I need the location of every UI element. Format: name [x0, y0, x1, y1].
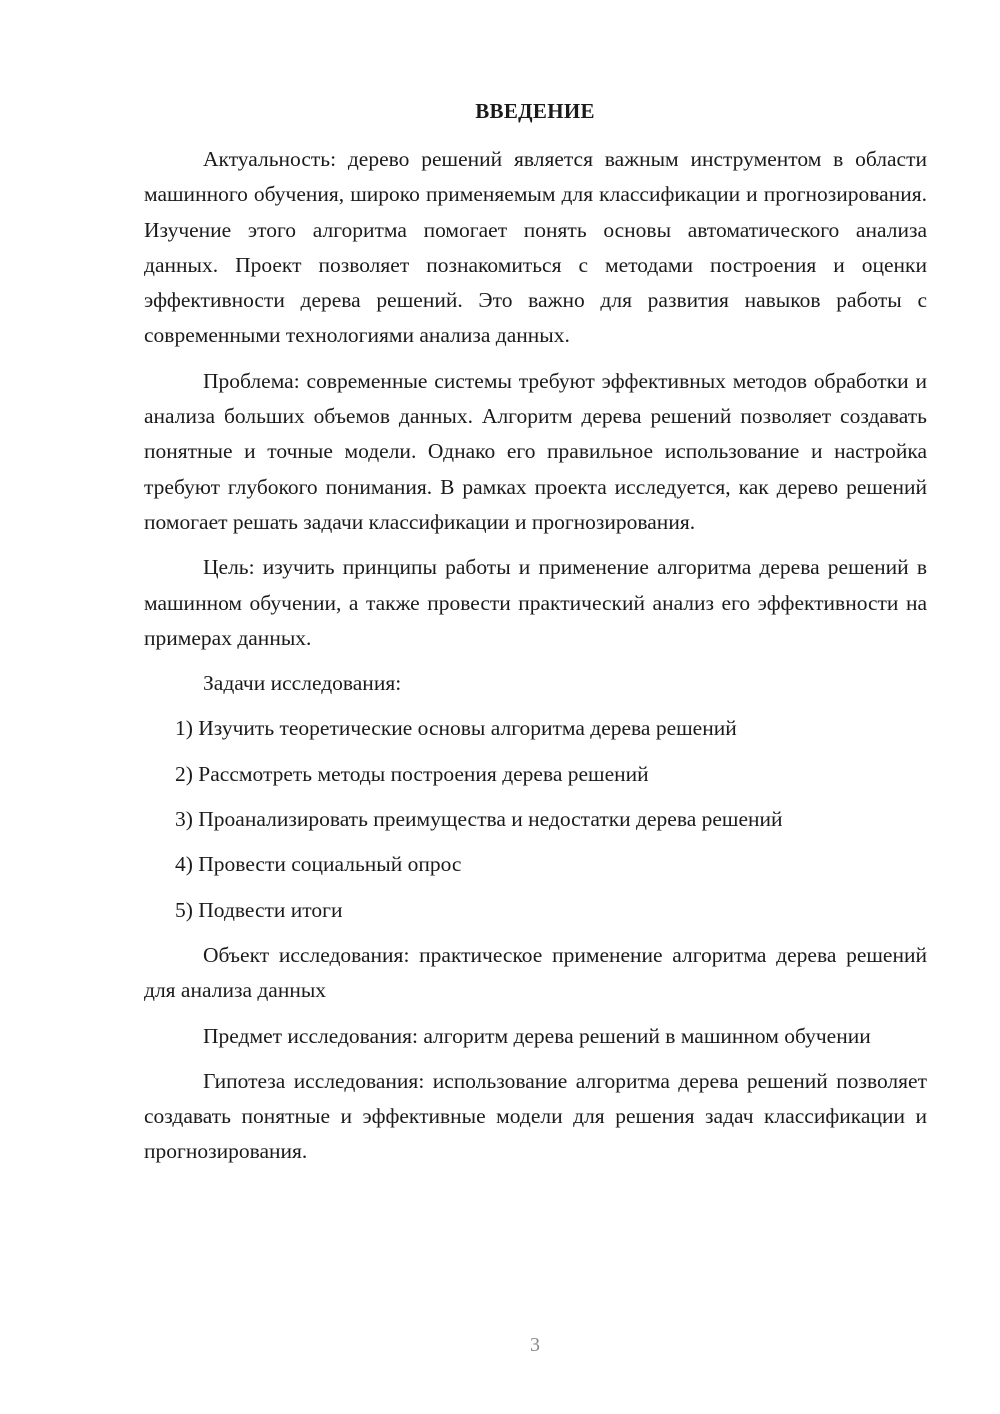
- problem-paragraph: Проблема: современные системы требуют эффективных методов обработки и анализа больших объемов данных. Алгоритм дерева решений позволяет создавать понятные и точные модели. Однако его правильное использование и настройка требуют глубокого понимания. В рамках проекта исследуется, как дерево решений помогает решать задачи классификации и прогнозирования.: [144, 368, 927, 534]
- document-body: [144, 142, 927, 1180]
- object-paragraph: Объект исследования: практическое применение алгоритма дерева решений для анализа данных: [144, 942, 927, 1003]
- section-title: ВВЕДЕНИЕ: [475, 99, 595, 123]
- list-item: 5) Подвести итоги: [175, 897, 343, 922]
- hypothesis-paragraph: Гипотеза исследования: использование алгоритма дерева решений позволяет создавать понятные и эффективные модели для решения задач классификации и прогнозирования.: [144, 1068, 927, 1164]
- goal-paragraph: Цель: изучить принципы работы и применение алгоритма дерева решений в машинном обучении, а также провести практический анализ его эффективности на примерах данных.: [144, 555, 927, 650]
- list-item: 3) Проанализировать преимущества и недостатки дерева решений: [175, 807, 783, 832]
- list-item: 1) Изучить теоретические основы алгоритма дерева решений: [175, 716, 737, 741]
- tasks-heading: Задачи исследования:: [203, 671, 402, 696]
- page-number: 3: [530, 1334, 540, 1356]
- tasks-list: [144, 711, 927, 927]
- list-item: 2) Рассмотреть методы построения дерева решений: [175, 761, 649, 786]
- list-item: 4) Провести социальный опрос: [175, 852, 462, 877]
- subject-paragraph: Предмет исследования: алгоритм дерева решений в машинном обучении: [203, 1023, 871, 1048]
- relevance-paragraph: Актуальность: дерево решений является важным инструментом в области машинного обучения, широко применяемым для классификации и прогнозирования. Изучение этого алгоритма помогает понять основы автоматического анализа данных. Проект позволяет познакомиться с методами построения и оценки эффективности дерева решений. Это важно для развития навыков работы с современными технологиями анализа данных.: [144, 147, 927, 348]
